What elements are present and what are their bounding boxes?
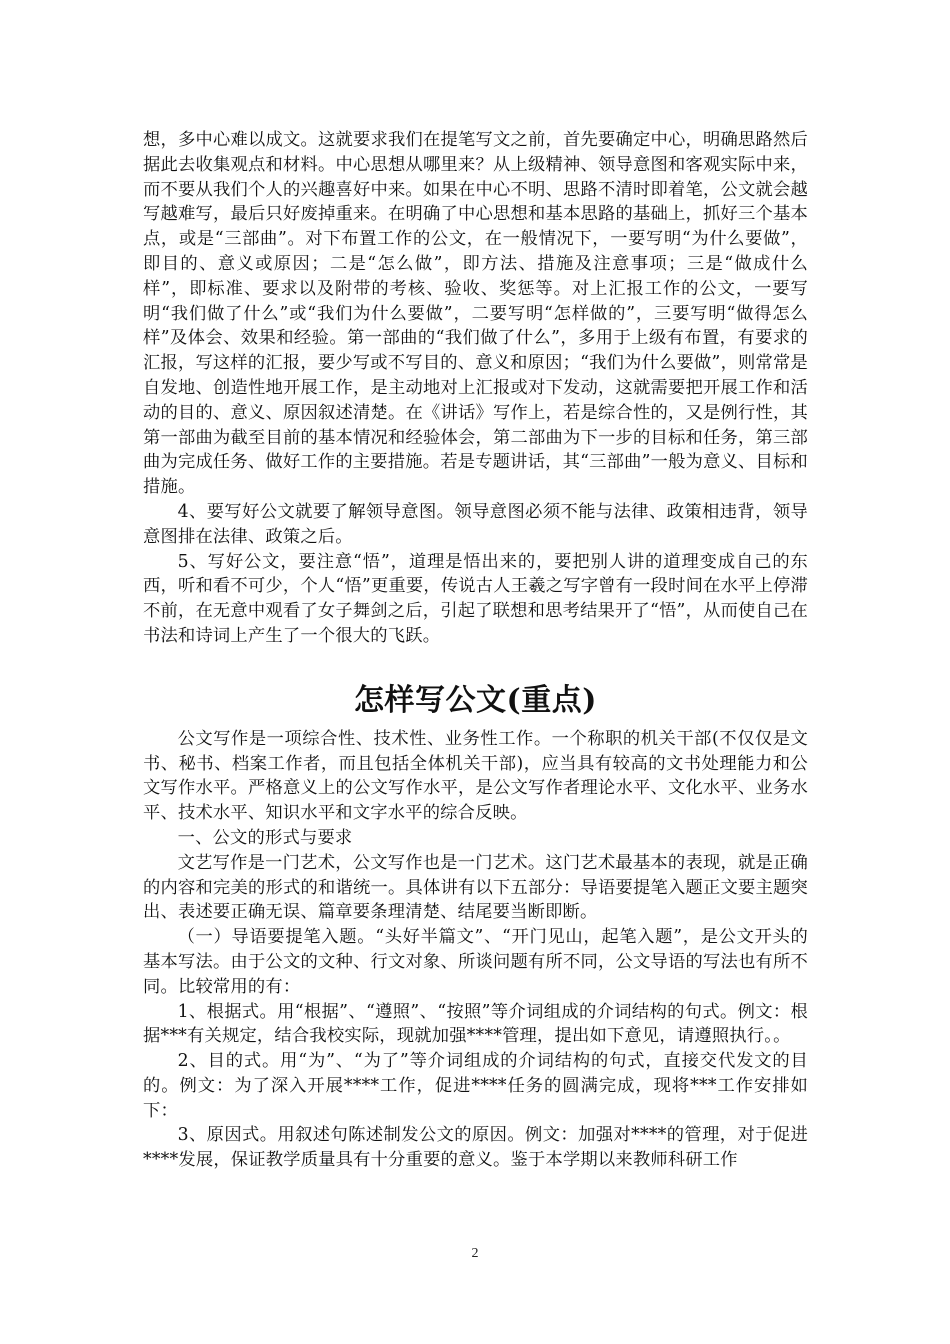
body-paragraph-intro: 公文写作是一项综合性、技术性、业务性工作。一个称职的机关干部(不仅仅是文书、秘书、档案工作者，而且包括全体机关干部)，应当具有较高的文书处理能力和公文写作水平。严格意义上的公文写作水平，是公文写作者理论水平、文化水平、业务水平、技术水平、知识水平和文字水平的综合反映。 — [143, 728, 808, 824]
list-item-reason: 3、原因式。用叙述句陈述制发公文的原因。例文：加强对****的管理，对于促进****发展，保证教学质量具有十分重要的意义。鉴于本学期以来教师科研工作 — [143, 1125, 808, 1171]
body-paragraph-point-4: 4、要写好公文就要了解领导意图。领导意图必须不能与法律、政策相违背，领导意图排在法律、政策之后。 — [143, 501, 808, 547]
page-number: 2 — [471, 1246, 479, 1261]
section-title: 怎样写公文(重点) — [354, 682, 597, 718]
body-paragraph-art: 文艺写作是一门艺术，公文写作也是一门艺术。这门艺术最基本的表现，就是正确的内容和完美的形式的和谐统一。具体讲有以下五部分：导语要提笔入题正文要主题突出、表述要正确无误、篇章要条理清楚、结尾要当断即断。 — [143, 852, 808, 923]
page-body — [143, 128, 808, 1173]
body-paragraph-lead: （一）导语要提笔入题。“头好半篇文”、“开门见山，起笔入题”，是公文开头的基本写法。由于公文的文种、行文对象、所谈问题有所不同，公文导语的写法也有所不同。比较常用的有： — [143, 927, 808, 997]
list-item-purpose: 2、目的式。用“为”、“为了”等介词组成的介词结构的句式，直接交代发文的目的。例文：为了深入开展****工作，促进****任务的圆满完成，现将***工作安排如下： — [143, 1051, 808, 1121]
list-item-basis: 1、根据式。用“根据”、“遵照”、“按照”等介词组成的介词结构的句式。例文：根据***有关规定，结合我校实际，现就加强****管理，提出如下意见，请遵照执行。。 — [143, 1001, 808, 1047]
section-heading-form-requirements: 一、公文的形式与要求 — [177, 827, 353, 848]
body-paragraph-continued: 想，多中心难以成文。这就要求我们在提笔写文之前，首先要确定中心，明确思路然后据此去收集观点和材料。中心思想从哪里来？从上级精神、领导意图和客观实际中来，而不要从我们个人的兴趣喜好中来。如果在中心不明、思路不清时即着笔，公文就会越写越难写，最后只好废掉重来。在明确了中心思想和基本思路的基础上，抓好三个基本点，或是“三部曲”。对下布置工作的公文，在一般情况下，一要写明“为什么要做”，即目的、意义或原因；二是“怎么做”，即方法、措施及注意事项；三是“做成什么样”，即标准、要求以及附带的考核、验收、奖惩等。对上汇报工作的公文，一要写明“我们做了什么”或“我们为什么要做”，二要写明“怎样做的”，三要写明“做得怎么样”及体会、效果和经验。第一部曲的“我们做了什么”，多用于上级有布置，有要求的汇报，写这样的汇报，要少写或不写目的、意义和原因；“我们为什么要做”，则常常是自发地、创造性地开展工作，是主动地对上汇报或对下发动，这就需要把开展工作和活动的目的、意义、原因叙述清楚。在《讲话》写作上，若是综合性的，又是例行性，其第一部曲为截至目前的基本情况和经验体会，第二部曲为下一步的目标和任务，第三部曲为完成任务、做好工作的主要措施。若是专题讲话，其“三部曲”一般为意义、目标和措施。 — [143, 130, 808, 498]
body-paragraph-point-5: 5、写好公文，要注意“悟”，道理是悟出来的，要把别人讲的道理变成自己的东西，听和看不可少，个人“悟”更重要，传说古人王羲之写字曾有一段时间在水平上停滞不前，在无意中观看了女子舞剑之后，引起了联想和思考结果开了“悟”，从而使自己在书法和诗词上产生了一个很大的飞跃。 — [143, 551, 808, 646]
